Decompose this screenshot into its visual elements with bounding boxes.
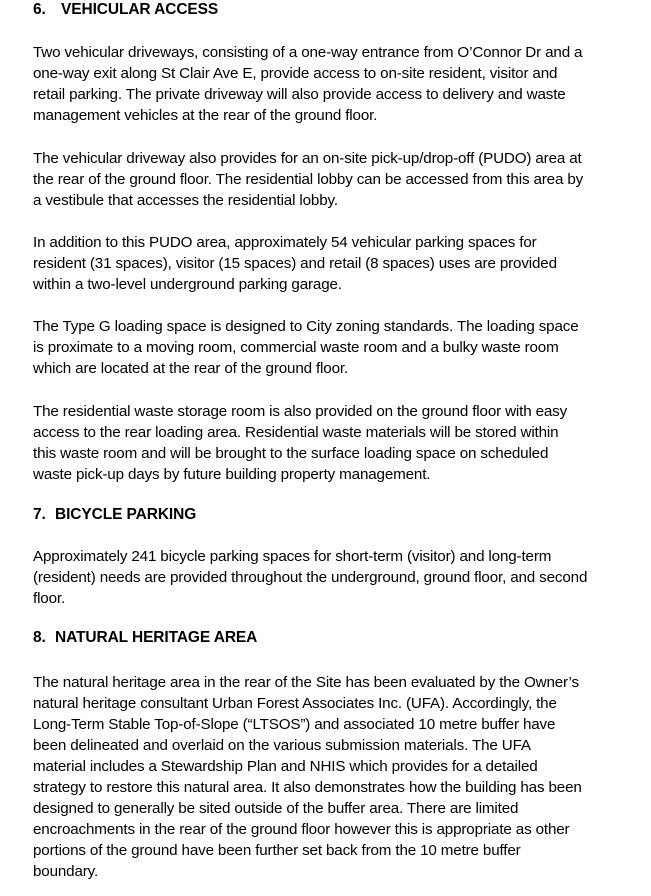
- text-line: encroachments in the rear of the ground floor however this is appropriate as other: [33, 821, 570, 838]
- text-line: The residential waste storage room is also provided on the ground floor with easy: [33, 403, 568, 420]
- text-line: floor.: [33, 590, 66, 607]
- text-line: boundary.: [33, 863, 99, 880]
- section-heading-vehicular-access: [33, 0, 218, 20]
- paragraph-natural-heritage: [33, 672, 582, 882]
- text-line: The natural heritage area in the rear of the Site has been evaluated by the Owner’s: [33, 674, 579, 691]
- text-line: designed to generally be sited outside of the buffer area. There are limited: [33, 800, 519, 817]
- text-line: strategy to restore this natural area. It also demonstrates how the building has been: [33, 779, 582, 796]
- paragraph-waste-storage: [33, 401, 567, 485]
- text-line: The Type G loading space is designed to City zoning standards. The loading space: [33, 318, 579, 335]
- section-title: NATURAL HERITAGE AREA: [55, 629, 258, 646]
- text-line: a vestibule that accesses the residential lobby.: [33, 192, 338, 209]
- text-line: material includes a Stewardship Plan and NHIS which provides for a detailed: [33, 758, 538, 775]
- text-line: portions of the ground have been further set back from the 10 metre buffer: [33, 842, 521, 859]
- text-line: Two vehicular driveways, consisting of a one-way entrance from O’Connor Dr and a: [33, 44, 583, 61]
- text-line: which are located at the rear of the ground floor.: [33, 360, 349, 377]
- paragraph-driveways: [33, 42, 582, 126]
- text-line: In addition to this PUDO area, approximately 54 vehicular parking spaces for: [33, 234, 537, 251]
- text-line: Approximately 241 bicycle parking spaces for short-term (visitor) and long-term: [33, 548, 552, 565]
- text-line: natural heritage consultant Urban Forest Associates Inc. (UFA). Accordingly, the: [33, 695, 557, 712]
- text-line: access to the rear loading area. Residential waste materials will be stored within: [33, 424, 559, 441]
- text-line: management vehicles at the rear of the ground floor.: [33, 107, 378, 124]
- text-line: within a two-level underground parking garage.: [33, 276, 342, 293]
- section-number: 6.: [33, 1, 46, 18]
- text-line: resident (31 spaces), visitor (15 spaces) and retail (8 spaces) uses are provided: [33, 255, 557, 272]
- text-line: is proximate to a moving room, commercial waste room and a bulky waste room: [33, 339, 559, 356]
- section-number: 7.: [33, 506, 46, 523]
- text-line: The vehicular driveway also provides for an on-site pick-up/drop-off (PUDO) area at: [33, 150, 582, 167]
- paragraph-bicycle-spaces: [33, 546, 587, 609]
- paragraph-parking-spaces: [33, 232, 557, 295]
- section-heading-natural-heritage-area: [33, 628, 257, 648]
- paragraph-pudo: [33, 148, 583, 211]
- text-line: waste pick-up days by future building property management.: [33, 466, 431, 483]
- text-line: one-way exit along St Clair Ave E, provide access to on-site resident, visitor and: [33, 65, 558, 82]
- text-line: this waste room and will be brought to the surface loading space on scheduled: [33, 445, 549, 462]
- text-line: retail parking. The private driveway will also provide access to delivery and waste: [33, 86, 566, 103]
- section-title: BICYCLE PARKING: [55, 506, 197, 523]
- text-line: the rear of the ground floor. The residential lobby can be accessed from this area by: [33, 171, 584, 188]
- text-line: been delineated and overlaid on the various submission materials. The UFA: [33, 737, 531, 754]
- section-heading-bicycle-parking: [33, 505, 196, 525]
- paragraph-loading-space: [33, 316, 579, 379]
- section-title: VEHICULAR ACCESS: [61, 1, 219, 18]
- section-number: 8.: [33, 629, 46, 646]
- text-line: (resident) needs are provided throughout the underground, ground floor, and second: [33, 569, 588, 586]
- text-line: Long-Term Stable Top-of-Slope (“LTSOS”) and associated 10 metre buffer have: [33, 716, 556, 733]
